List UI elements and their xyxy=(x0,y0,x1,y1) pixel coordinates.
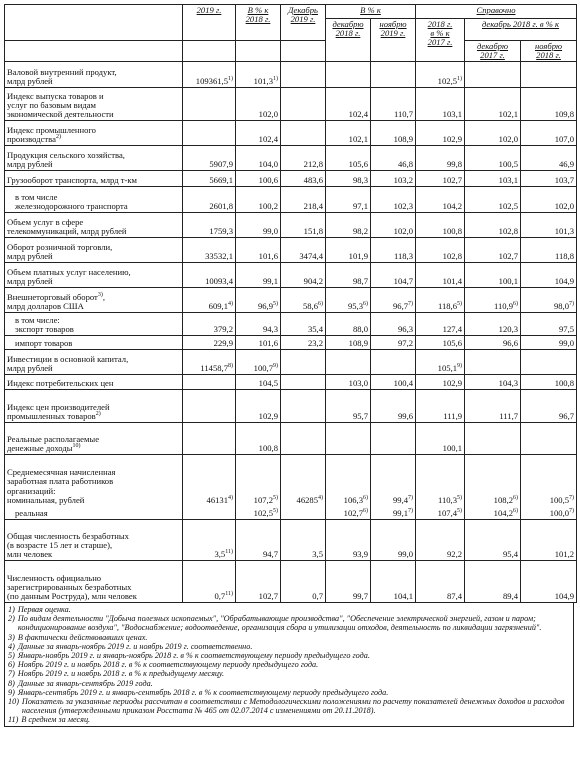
table-cell xyxy=(281,121,326,146)
table-cell: 118,6$^{5)}$ xyxy=(416,288,465,313)
table-cell: 212,8 xyxy=(281,146,326,171)
table-cell: 101,6 xyxy=(236,238,281,263)
footnote-item xyxy=(8,688,571,697)
table-cell xyxy=(326,350,371,375)
table-cell: 89,4 xyxy=(465,561,521,603)
table-cell: 100,5 xyxy=(465,146,521,171)
table-cell: 92,2 xyxy=(416,520,465,561)
table-cell xyxy=(326,62,371,88)
footnote-text: Январь-ноябрь 2019 г. и январь-ноябрь 2018 г. в % к соответствующему периоду предыдущего года. xyxy=(17,650,370,660)
table-cell: 108,9 xyxy=(371,121,416,146)
header-group-reference: Справочно xyxy=(416,5,577,19)
row-label: в том числе: экспорт товаров xyxy=(5,313,183,336)
footnote-text: Ноябрь 2019 г. и ноябрь 2018 г. в % к предыдущему месяцу. xyxy=(17,669,225,679)
table-cell: 109361,5$^{1)}$ xyxy=(183,62,236,88)
table-row xyxy=(5,350,577,375)
row-label: Грузооборот транспорта, млрд т-км xyxy=(5,171,183,187)
table-cell: 99,0 xyxy=(521,336,577,350)
table-cell xyxy=(465,423,521,455)
header-ref-december-2018: декабрь 2018 г. в % к xyxy=(465,19,577,41)
table-row xyxy=(5,146,577,171)
footnote-item xyxy=(8,605,571,614)
table-cell xyxy=(281,390,326,423)
footnote-item xyxy=(8,633,571,642)
table-cell: 120,3 xyxy=(465,313,521,336)
footnote-number: 4) xyxy=(8,641,15,651)
footnote-number: 7) xyxy=(8,669,15,679)
table-cell: 99,0 xyxy=(236,213,281,238)
header-group-pct: В % к xyxy=(326,5,416,19)
table-cell: 46285$^{4)}$ xyxy=(281,455,326,506)
header-ref-2018-pct-2017: 2018 г. в % к 2017 г. xyxy=(416,19,465,62)
row-label: Индекс потребительских цен xyxy=(5,375,183,390)
table-cell: 102,5$^{5)}$ xyxy=(236,506,281,520)
row-label: Индекс промышленного производства$^{2)}$ xyxy=(5,121,183,146)
header-year-2019: 2019 г. xyxy=(183,5,236,41)
table-cell: 99,8 xyxy=(416,146,465,171)
table-cell: 99,7 xyxy=(326,561,371,603)
table-cell: 100,4 xyxy=(371,375,416,390)
table-cell: 102,9 xyxy=(416,121,465,146)
table-cell: 100,5$^{7)}$ xyxy=(521,455,577,506)
table-cell: 107,4$^{5)}$ xyxy=(416,506,465,520)
footnote-number: 11) xyxy=(8,715,19,725)
table-cell: 99,1$^{7)}$ xyxy=(371,506,416,520)
table-cell: 108,9 xyxy=(326,336,371,350)
table-cell: 58,6$^{6)}$ xyxy=(281,288,326,313)
table-cell: 108,2$^{6)}$ xyxy=(465,455,521,506)
table-cell: 102,5 xyxy=(465,187,521,213)
table-cell: 87,4 xyxy=(416,561,465,603)
table-cell: 103,0 xyxy=(326,375,371,390)
table-row xyxy=(5,423,577,455)
table-cell: 103,1 xyxy=(416,88,465,121)
table-cell: 98,0$^{7)}$ xyxy=(521,288,577,313)
table-cell: 5669,1 xyxy=(183,171,236,187)
table-cell: 102,7$^{6)}$ xyxy=(326,506,371,520)
table-cell: 104,2 xyxy=(416,187,465,213)
table-row xyxy=(5,288,577,313)
table-cell: 88,0 xyxy=(326,313,371,336)
table-cell: 0,7 xyxy=(281,561,326,603)
table-cell: 101,3$^{1)}$ xyxy=(236,62,281,88)
footnote-text: Ноябрь 2019 г. и ноябрь 2018 г. в % к соответствующему периоду предыдущего года. xyxy=(17,660,319,670)
table-cell: 93,9 xyxy=(326,520,371,561)
table-cell: 98,3 xyxy=(326,171,371,187)
table-cell: 104,0 xyxy=(236,146,281,171)
table-cell xyxy=(465,350,521,375)
table-cell: 99,6 xyxy=(371,390,416,423)
header-blank-cell xyxy=(183,41,236,62)
table-cell: 102,5$^{1)}$ xyxy=(416,62,465,88)
table-cell: 96,9$^{5)}$ xyxy=(236,288,281,313)
table-cell xyxy=(183,506,236,520)
table-cell: 101,6 xyxy=(236,336,281,350)
footnote-text: В фактически действовавших ценах. xyxy=(17,632,148,642)
table-cell: 10093,4 xyxy=(183,263,236,288)
table-cell: 95,3$^{6)}$ xyxy=(326,288,371,313)
table-row xyxy=(5,455,577,506)
header-to-november-2019: ноябрю 2019 г. xyxy=(371,19,416,62)
table-cell: 96,7$^{7)}$ xyxy=(371,288,416,313)
footnote-number: 10) xyxy=(8,696,19,706)
table-cell: 104,3 xyxy=(465,375,521,390)
table-cell: 102,0 xyxy=(371,213,416,238)
table-cell: 96,6 xyxy=(465,336,521,350)
footnote-item xyxy=(8,679,571,688)
table-cell xyxy=(371,350,416,375)
statistics-document xyxy=(4,4,576,727)
table-cell: 102,4 xyxy=(236,121,281,146)
table-cell: 99,4$^{7)}$ xyxy=(371,455,416,506)
table-cell: 101,9 xyxy=(326,238,371,263)
table-row xyxy=(5,520,577,561)
table-cell: 102,1 xyxy=(465,88,521,121)
table-row xyxy=(5,88,577,121)
table-cell: 103,2 xyxy=(371,171,416,187)
footnote-item xyxy=(8,697,571,715)
header-ref-to-november-2018: ноябрю 2018 г. xyxy=(521,41,577,62)
table-cell: 100,6 xyxy=(236,171,281,187)
row-label: Продукция сельского хозяйства, млрд рублей xyxy=(5,146,183,171)
table-row xyxy=(5,62,577,88)
table-cell: 102,9 xyxy=(236,390,281,423)
table-cell: 104,1 xyxy=(371,561,416,603)
table-cell: 609,1$^{4)}$ xyxy=(183,288,236,313)
table-cell: 102,8 xyxy=(465,213,521,238)
table-cell xyxy=(281,62,326,88)
table-cell: 0,7$^{11)}$ xyxy=(183,561,236,603)
footnote-text: Данные за январь-сентябрь 2019 года. xyxy=(17,678,153,688)
table-cell: 218,4 xyxy=(281,187,326,213)
table-cell xyxy=(326,423,371,455)
table-cell: 46,8 xyxy=(371,146,416,171)
table-cell: 127,4 xyxy=(416,313,465,336)
footnote-item xyxy=(8,669,571,678)
table-cell: 97,1 xyxy=(326,187,371,213)
row-label: Оборот розничной торговли, млрд рублей xyxy=(5,238,183,263)
header-pct-2018: В % к 2018 г. xyxy=(236,5,281,41)
table-cell: 102,7 xyxy=(465,238,521,263)
table-cell xyxy=(281,350,326,375)
table-cell: 102,1 xyxy=(326,121,371,146)
row-label: Общая численность безработных (в возрасте 15 лет и старше), млн человек xyxy=(5,520,183,561)
table-cell: 3,5 xyxy=(281,520,326,561)
table-cell: 100,8 xyxy=(521,375,577,390)
row-label: Индекс выпуска товаров и услуг по базовым видам экономической деятельности xyxy=(5,88,183,121)
table-row xyxy=(5,506,577,520)
table-cell: 103,7 xyxy=(521,171,577,187)
table-cell xyxy=(183,121,236,146)
table-cell: 483,6 xyxy=(281,171,326,187)
table-cell xyxy=(371,423,416,455)
table-cell: 118,8 xyxy=(521,238,577,263)
table-cell: 110,7 xyxy=(371,88,416,121)
footnote-text: Показатель за указанные периоды рассчитан в соответствии с Методологическими положениями по расчету показателей денежных доходов и расходов населения (утвержденными приказом Росстата № 465 от 02.07.2014 с изменениями от 20.11.2018). xyxy=(21,696,565,716)
table-cell: 100,2 xyxy=(236,187,281,213)
table-cell: 104,9 xyxy=(521,561,577,603)
table-row xyxy=(5,561,577,603)
table-row xyxy=(5,336,577,350)
table-cell xyxy=(281,375,326,390)
table-cell: 102,3 xyxy=(371,187,416,213)
row-label: Валовой внутренний продукт, млрд рублей xyxy=(5,62,183,88)
table-cell: 100,1 xyxy=(465,263,521,288)
table-cell xyxy=(183,88,236,121)
table-cell: 102,0 xyxy=(465,121,521,146)
table-cell: 104,5 xyxy=(236,375,281,390)
header-to-december-2018: декабрю 2018 г. xyxy=(326,19,371,62)
row-label: Инвестиции в основной капитал, млрд рублей xyxy=(5,350,183,375)
footnote-item xyxy=(8,660,571,669)
row-label: Объем платных услуг населению, млрд рублей xyxy=(5,263,183,288)
table-cell: 904,2 xyxy=(281,263,326,288)
footnote-number: 5) xyxy=(8,650,15,660)
table-cell: 94,7 xyxy=(236,520,281,561)
table-row xyxy=(5,238,577,263)
table-row xyxy=(5,187,577,213)
table-row xyxy=(5,213,577,238)
footnote-number: 2) xyxy=(8,614,15,624)
table-cell: 101,3 xyxy=(521,213,577,238)
table-cell: 33532,1 xyxy=(183,238,236,263)
table-cell: 100,8 xyxy=(416,213,465,238)
row-label: Численность официально зарегистрированных безработных (по данным Роструда), млн человек xyxy=(5,561,183,603)
footnote-item xyxy=(8,642,571,651)
table-cell xyxy=(371,62,416,88)
table-cell: 95,4 xyxy=(465,520,521,561)
footnote-number: 3) xyxy=(8,632,15,642)
table-cell: 102,8 xyxy=(416,238,465,263)
row-label: Внешнеторговый оборот$^{3)}$, млрд долларов США xyxy=(5,288,183,313)
table-cell: 151,8 xyxy=(281,213,326,238)
header-ref-to-december-2017: декабрю 2017 г. xyxy=(465,41,521,62)
table-cell: 1759,3 xyxy=(183,213,236,238)
table-cell xyxy=(183,423,236,455)
table-cell: 101,4 xyxy=(416,263,465,288)
table-cell xyxy=(521,62,577,88)
header-blank-cell xyxy=(236,41,281,62)
table-cell: 110,9$^{6)}$ xyxy=(465,288,521,313)
table-row xyxy=(5,313,577,336)
table-cell: 97,2 xyxy=(371,336,416,350)
row-label: реальная xyxy=(5,506,183,520)
row-label: Индекс цен производителей промышленных товаров$^{2)}$ xyxy=(5,390,183,423)
table-cell: 102,0 xyxy=(521,187,577,213)
table-cell: 110,3$^{5)}$ xyxy=(416,455,465,506)
table-cell: 107,0 xyxy=(521,121,577,146)
table-cell xyxy=(183,375,236,390)
table-cell: 101,2 xyxy=(521,520,577,561)
table-cell xyxy=(281,423,326,455)
table-cell: 99,0 xyxy=(371,520,416,561)
table-cell: 100,0$^{7)}$ xyxy=(521,506,577,520)
table-cell: 102,7 xyxy=(236,561,281,603)
table-cell xyxy=(281,88,326,121)
table-cell: 100,8 xyxy=(236,423,281,455)
table-cell: 106,3$^{6)}$ xyxy=(326,455,371,506)
table-cell: 3474,4 xyxy=(281,238,326,263)
row-label: Объем услуг в сфере телекоммуникаций, млрд рублей xyxy=(5,213,183,238)
table-row xyxy=(5,171,577,187)
footnote-item xyxy=(8,614,571,632)
footnotes xyxy=(4,603,574,727)
footnote-text: В среднем за месяц. xyxy=(21,715,91,725)
footnote-text: По видам деятельности "Добыча полезных ископаемых", "Обрабатывающие производства", "Обеспечение электрической энергией, газом и паром; кондиционирование воздуха", "Водоснабжение; водоотведение, организация сбора и утилизации отходов, деятельность по ликвидации загрязнений". xyxy=(17,614,542,633)
table-cell xyxy=(521,423,577,455)
table-cell: 23,2 xyxy=(281,336,326,350)
row-label: в том числе железнодорожного транспорта xyxy=(5,187,183,213)
table-cell: 97,5 xyxy=(521,313,577,336)
header-blank-cell xyxy=(281,41,326,62)
table-cell: 100,1 xyxy=(416,423,465,455)
header-blank-cell xyxy=(5,5,183,41)
table-cell: 105,1$^{9)}$ xyxy=(416,350,465,375)
table-row xyxy=(5,390,577,423)
table-cell: 96,7 xyxy=(521,390,577,423)
table-cell: 95,7 xyxy=(326,390,371,423)
table-cell xyxy=(281,506,326,520)
table-cell: 102,0 xyxy=(236,88,281,121)
table-cell: 102,4 xyxy=(326,88,371,121)
header-december-2019: Декабрь 2019 г. xyxy=(281,5,326,41)
header-blank-cell xyxy=(5,41,183,62)
table-cell: 104,9 xyxy=(521,263,577,288)
footnote-text: Январь-сентябрь 2019 г. и январь-сентябрь 2018 г. в % к соответствующему периоду предыдущего года. xyxy=(17,687,389,697)
table-cell: 111,7 xyxy=(465,390,521,423)
table-cell: 35,4 xyxy=(281,313,326,336)
table-cell: 102,7 xyxy=(416,171,465,187)
table-cell: 99,1 xyxy=(236,263,281,288)
table-cell: 2601,8 xyxy=(183,187,236,213)
table-cell: 98,2 xyxy=(326,213,371,238)
footnote-text: Первая оценка. xyxy=(17,605,71,615)
footnote-number: 8) xyxy=(8,678,15,688)
table-cell: 379,2 xyxy=(183,313,236,336)
table-cell: 3,5$^{11)}$ xyxy=(183,520,236,561)
row-label: импорт товаров xyxy=(5,336,183,350)
table-cell: 105,6 xyxy=(416,336,465,350)
table-cell: 103,1 xyxy=(465,171,521,187)
table-cell: 229,9 xyxy=(183,336,236,350)
footnote-item xyxy=(8,651,571,660)
row-label: Реальные располагаемые денежные доходы$^{10)}$ xyxy=(5,423,183,455)
table-cell: 102,9 xyxy=(416,375,465,390)
footnote-text: Данные за январь-ноябрь 2019 г. и ноябрь 2019 г. соответственно. xyxy=(17,641,253,651)
table-cell xyxy=(465,62,521,88)
table-cell: 105,6 xyxy=(326,146,371,171)
table-cell: 118,3 xyxy=(371,238,416,263)
table-row xyxy=(5,121,577,146)
table-cell: 11458,7$^{8)}$ xyxy=(183,350,236,375)
table-cell: 46,9 xyxy=(521,146,577,171)
footnote-number: 1) xyxy=(8,605,15,615)
footnote-number: 9) xyxy=(8,687,15,697)
table-cell: 104,2$^{6)}$ xyxy=(465,506,521,520)
table-cell: 107,2$^{5)}$ xyxy=(236,455,281,506)
footnote-number: 6) xyxy=(8,660,15,670)
table-cell: 98,7 xyxy=(326,263,371,288)
table-cell xyxy=(183,390,236,423)
table-cell xyxy=(521,350,577,375)
table-row xyxy=(5,375,577,390)
row-label: Среднемесячная начисленная заработная плата работников организаций: номинальная, рублей xyxy=(5,455,183,506)
table-cell: 104,7 xyxy=(371,263,416,288)
table-cell: 46131$^{4)}$ xyxy=(183,455,236,506)
table-cell: 109,8 xyxy=(521,88,577,121)
footnote-item xyxy=(8,715,571,724)
table-cell: 111,9 xyxy=(416,390,465,423)
table-cell: 96,3 xyxy=(371,313,416,336)
indicators-table xyxy=(4,4,577,603)
table-cell: 94,3 xyxy=(236,313,281,336)
table-row xyxy=(5,263,577,288)
table-cell: 100,7$^{9)}$ xyxy=(236,350,281,375)
table-cell: 5907,9 xyxy=(183,146,236,171)
